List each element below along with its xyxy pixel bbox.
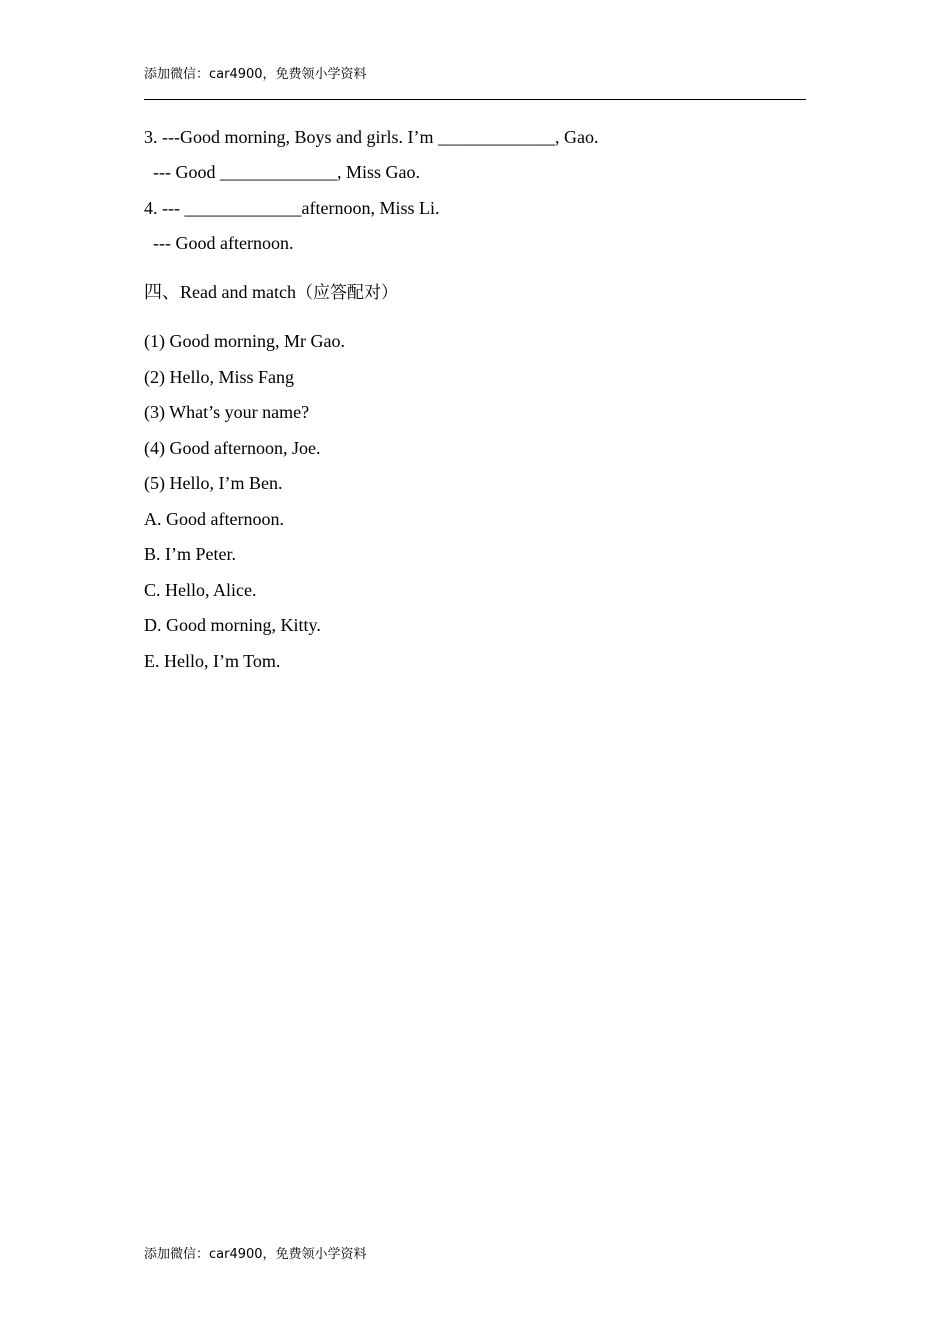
section-title-text: Read and match (180, 282, 296, 302)
question-3-response: --- Good _____________, Miss Gao. (153, 162, 420, 182)
match-answer: E. Hello, I’m Tom. (144, 651, 281, 671)
header-divider (144, 99, 806, 100)
match-answer: A. Good afternoon. (144, 509, 284, 529)
match-answer: B. I’m Peter. (144, 544, 236, 564)
page-header: 添加微信：car4900，免费领小学资料 (144, 67, 367, 82)
match-question: (5) Hello, I’m Ben. (144, 473, 283, 493)
match-question: (2) Hello, Miss Fang (144, 367, 294, 387)
match-answer: C. Hello, Alice. (144, 580, 257, 600)
section-subtitle: （应答配对） (295, 283, 398, 303)
match-question: (4) Good afternoon, Joe. (144, 438, 321, 458)
question-3-prompt: 3. ---Good morning, Boys and girls. I’m _____________, Gao. (144, 127, 599, 147)
page-footer: 添加微信：car4900，免费领小学资料 (144, 1247, 367, 1262)
match-question: (3) What’s your name? (144, 402, 310, 422)
match-answer: D. Good morning, Kitty. (144, 615, 321, 635)
match-question: (1) Good morning, Mr Gao. (144, 331, 345, 351)
section-4-title (144, 279, 398, 306)
question-4-response: --- Good afternoon. (153, 233, 294, 253)
question-4-prompt: 4. --- _____________afternoon, Miss Li. (144, 198, 440, 218)
section-number: 四、 (144, 282, 180, 303)
